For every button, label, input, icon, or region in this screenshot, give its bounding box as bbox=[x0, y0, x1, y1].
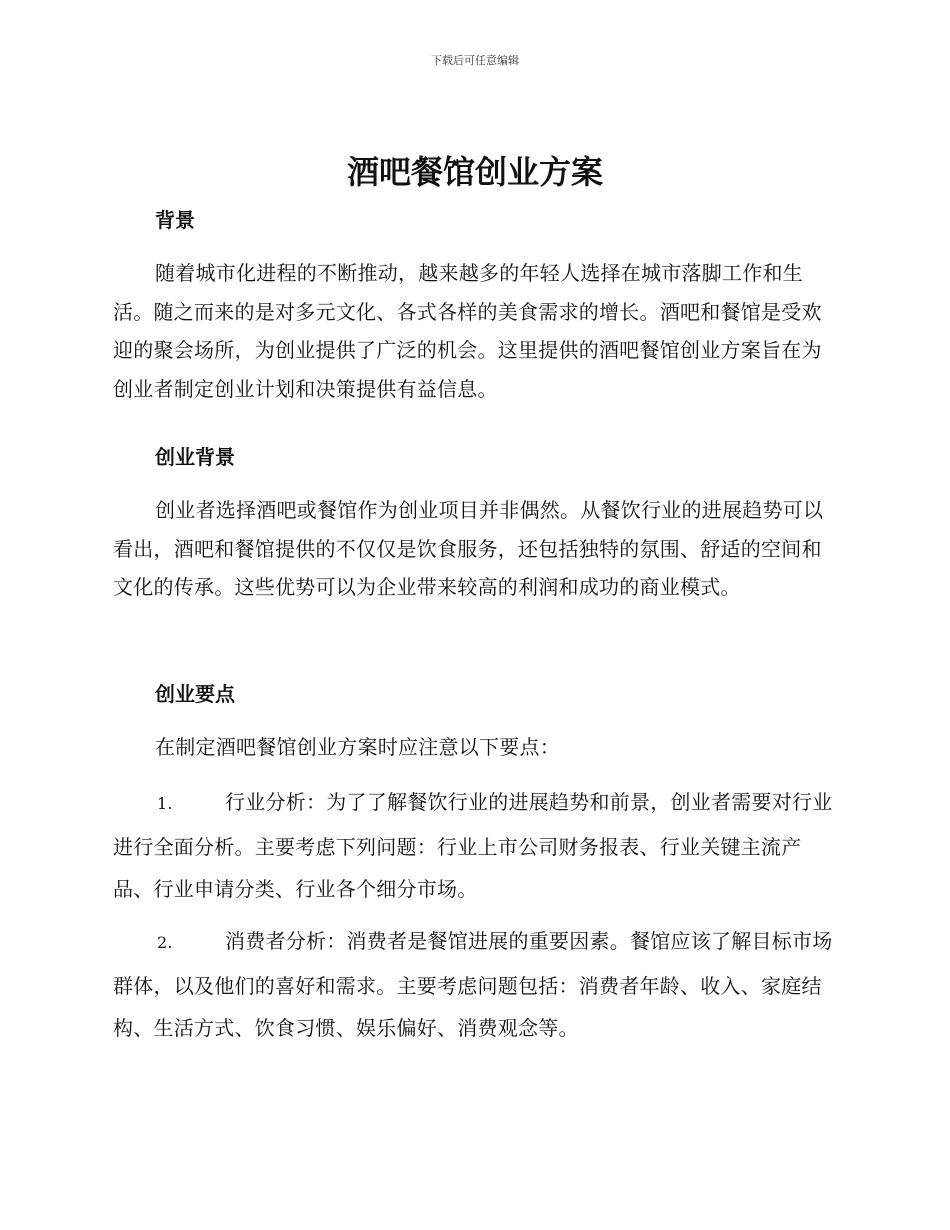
section-heading-key-points: 创业要点 bbox=[155, 682, 235, 706]
paragraph-startup-background: 创业者选择酒吧或餐馆作为创业项目并非偶然。从餐饮行业的进展趋势可以看出，酒吧和餐馆提供的不仅仅是饮食服务，还包括独特的氛围、舒适的空间和文化的传承。这些优势可以为企业带来较高的利润和成功的商业模式。 bbox=[113, 498, 824, 599]
list-item-text: 行业分析：为了了解餐饮行业的进展趋势和前景，创业者需要对行业进行全面分析。主要考虑下列问题：行业上市公司财务报表、行业关键主流产品、行业申请分类、行业各个细分市场。 bbox=[113, 790, 833, 901]
section-heading-background: 背景 bbox=[155, 208, 195, 232]
list-item bbox=[113, 781, 833, 911]
list-item-number: 2. bbox=[157, 933, 173, 952]
section-heading-startup-background: 创业背景 bbox=[155, 445, 235, 469]
paragraph-background: 随着城市化进程的不断推动，越来越多的年轻人选择在城市落脚工作和生活。随之而来的是对多元文化、各式各样的美食需求的增长。酒吧和餐馆是受欢迎的聚会场所，为创业提供了广泛的机会。这里提供的酒吧餐馆创业方案旨在为创业者制定创业计划和决策提供有益信息。 bbox=[113, 261, 822, 401]
list-item-number: 1. bbox=[157, 794, 173, 813]
page-header-note: 下载后可任意编辑 bbox=[431, 54, 519, 67]
list-item-text: 消费者分析：消费者是餐馆进展的重要因素。餐馆应该了解目标市场群体，以及他们的喜好和需求。主要考虑问题包括：消费者年龄、收入、家庭结构、生活方式、饮食习惯、娱乐偏好、消费观念等。 bbox=[113, 929, 833, 1040]
paragraph-key-points-intro: 在制定酒吧餐馆创业方案时应注意以下要点： bbox=[155, 735, 560, 759]
list-item bbox=[113, 920, 833, 1050]
document-title: 酒吧餐馆创业方案 bbox=[346, 153, 603, 191]
